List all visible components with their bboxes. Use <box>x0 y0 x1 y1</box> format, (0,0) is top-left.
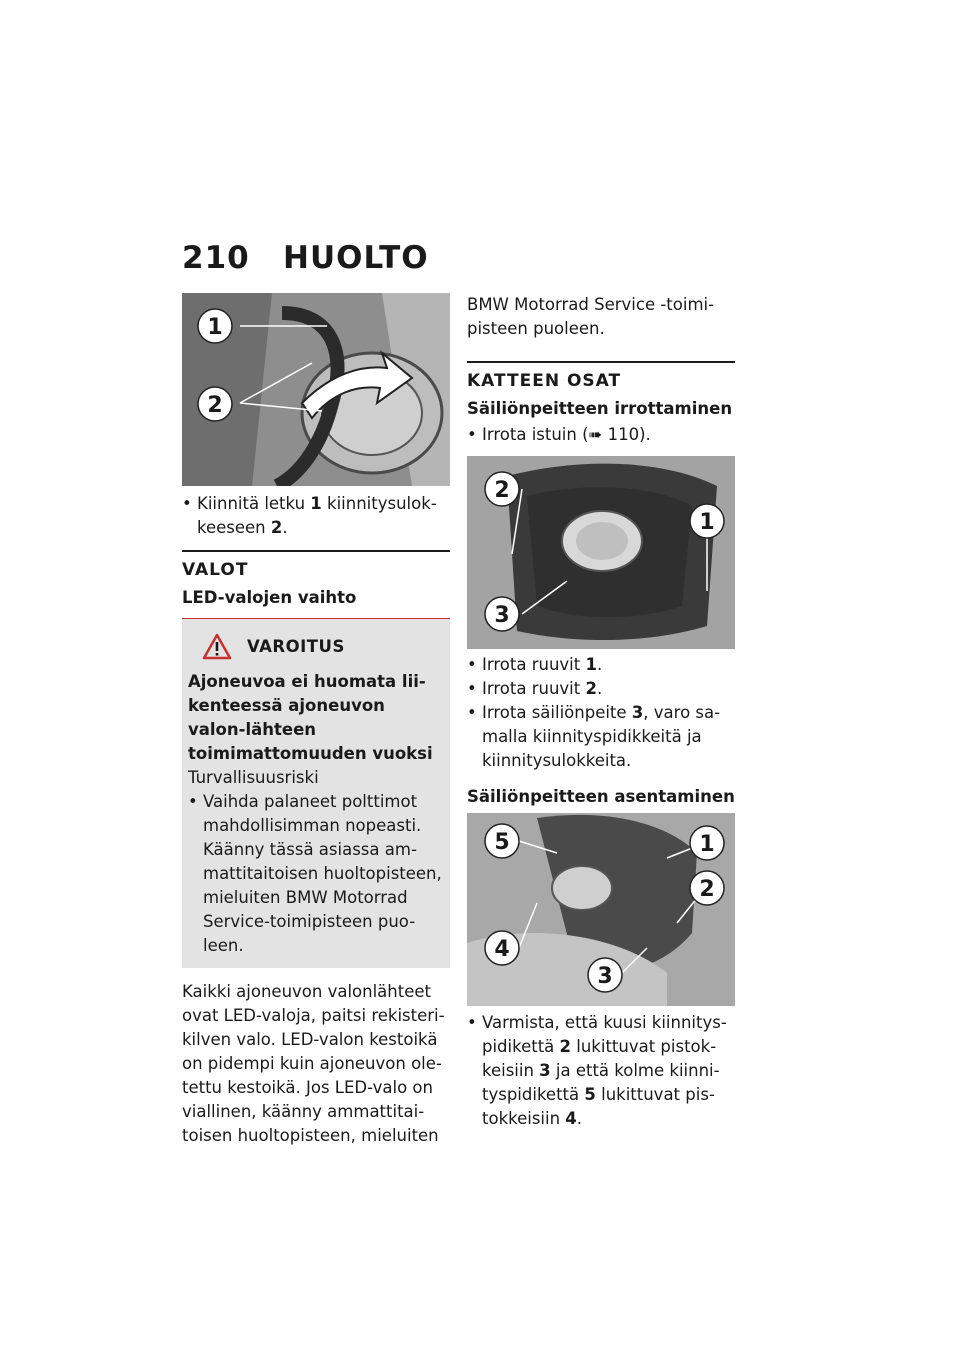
callout-1: 1 <box>699 510 715 535</box>
step-remove-seat: • Irrota istuin (➠ 110). <box>467 425 651 444</box>
subtitle-remove: Säiliönpeitteen irrottaminen <box>467 399 733 418</box>
bullet-dot: • <box>182 494 192 513</box>
subtitle-led: LED-valojen vaihto <box>182 588 357 607</box>
figure-hose-attachment <box>182 293 450 486</box>
callout-1: 1 <box>699 832 715 857</box>
left-column <box>182 293 450 1148</box>
figure-tank-cover-install <box>467 813 735 1006</box>
continuation-text: BMW Motorrad Service -toimi-pisteen puoleen. <box>467 295 715 338</box>
warning-heading: Ajoneuvoa ei huomata lii-kenteessä ajoneuvon valon-lähteen toimimattomuuden vuoksi <box>188 672 433 763</box>
right-column <box>467 293 735 1131</box>
step-remove-screws-2: • Irrota ruuvit 2. <box>467 679 603 698</box>
step-attach-hose: • Kiinnitä letku 1 kiinnitysulok-keeseen 2. <box>182 494 437 537</box>
section-rule <box>182 550 450 552</box>
section-rule <box>467 361 735 363</box>
step-remove-cover: • Irrota säiliönpeite 3, varo sa-malla kiinnityspidikkeitä ja kiinnitysulokkeita. <box>467 703 721 770</box>
callout-5: 5 <box>494 830 510 855</box>
warning-box <box>182 619 450 968</box>
step-remove-screws-1: • Irrota ruuvit 1. <box>467 655 603 674</box>
warning-risk: Turvallisuusriski <box>188 768 319 787</box>
step-verify-clips: • Varmista, että kuusi kiinnitys-pidikettä 2 lukittuvat pistok-keisiin 3 ja että kolme kiinni-tyspidikettä 5 lukittuvat pis-tokkeisiin 4. <box>467 1013 727 1128</box>
callout-1: 1 <box>207 315 223 340</box>
callout-2: 2 <box>699 877 715 902</box>
callout-3: 3 <box>597 964 613 989</box>
page-title: HUOLTO <box>283 240 429 276</box>
page-ref[interactable]: 110 <box>602 425 640 444</box>
figure-tank-cover-removal <box>467 456 735 649</box>
callout-2: 2 <box>494 478 510 503</box>
callout-2: 2 <box>207 393 223 418</box>
section-title-valot: VALOT <box>182 560 249 580</box>
warning-bullet: • Vaihda palaneet polttimot mahdollisimman nopeasti. Käänny tässä asiassa am-mattitaitoisen huoltopisteen, mieluiten BMW Motorrad Service-toimipisteen puo-leen. <box>188 792 442 955</box>
removal-steps <box>467 653 735 773</box>
page-number: 210 <box>182 240 250 276</box>
callout-4: 4 <box>494 937 510 962</box>
section-title-katteen-osat: KATTEEN OSAT <box>467 371 622 391</box>
callout-3: 3 <box>494 603 510 628</box>
warning-icon <box>202 633 232 660</box>
subtitle-install: Säiliönpeitteen asentaminen <box>467 787 735 806</box>
page-ref-arrow-icon: ➠ <box>588 425 603 444</box>
led-paragraph: Kaikki ajoneuvon valonlähteet ovat LED-valoja, paitsi rekisteri-kilven valo. LED-valon kestoikä on pidempi kuin ajoneuvon ole-tettu kestoikä. Jos LED-valo on viallinen, käänny ammattitai-toisen huoltopisteen, mieluiten <box>182 982 445 1145</box>
warning-label: VAROITUS <box>247 636 345 656</box>
